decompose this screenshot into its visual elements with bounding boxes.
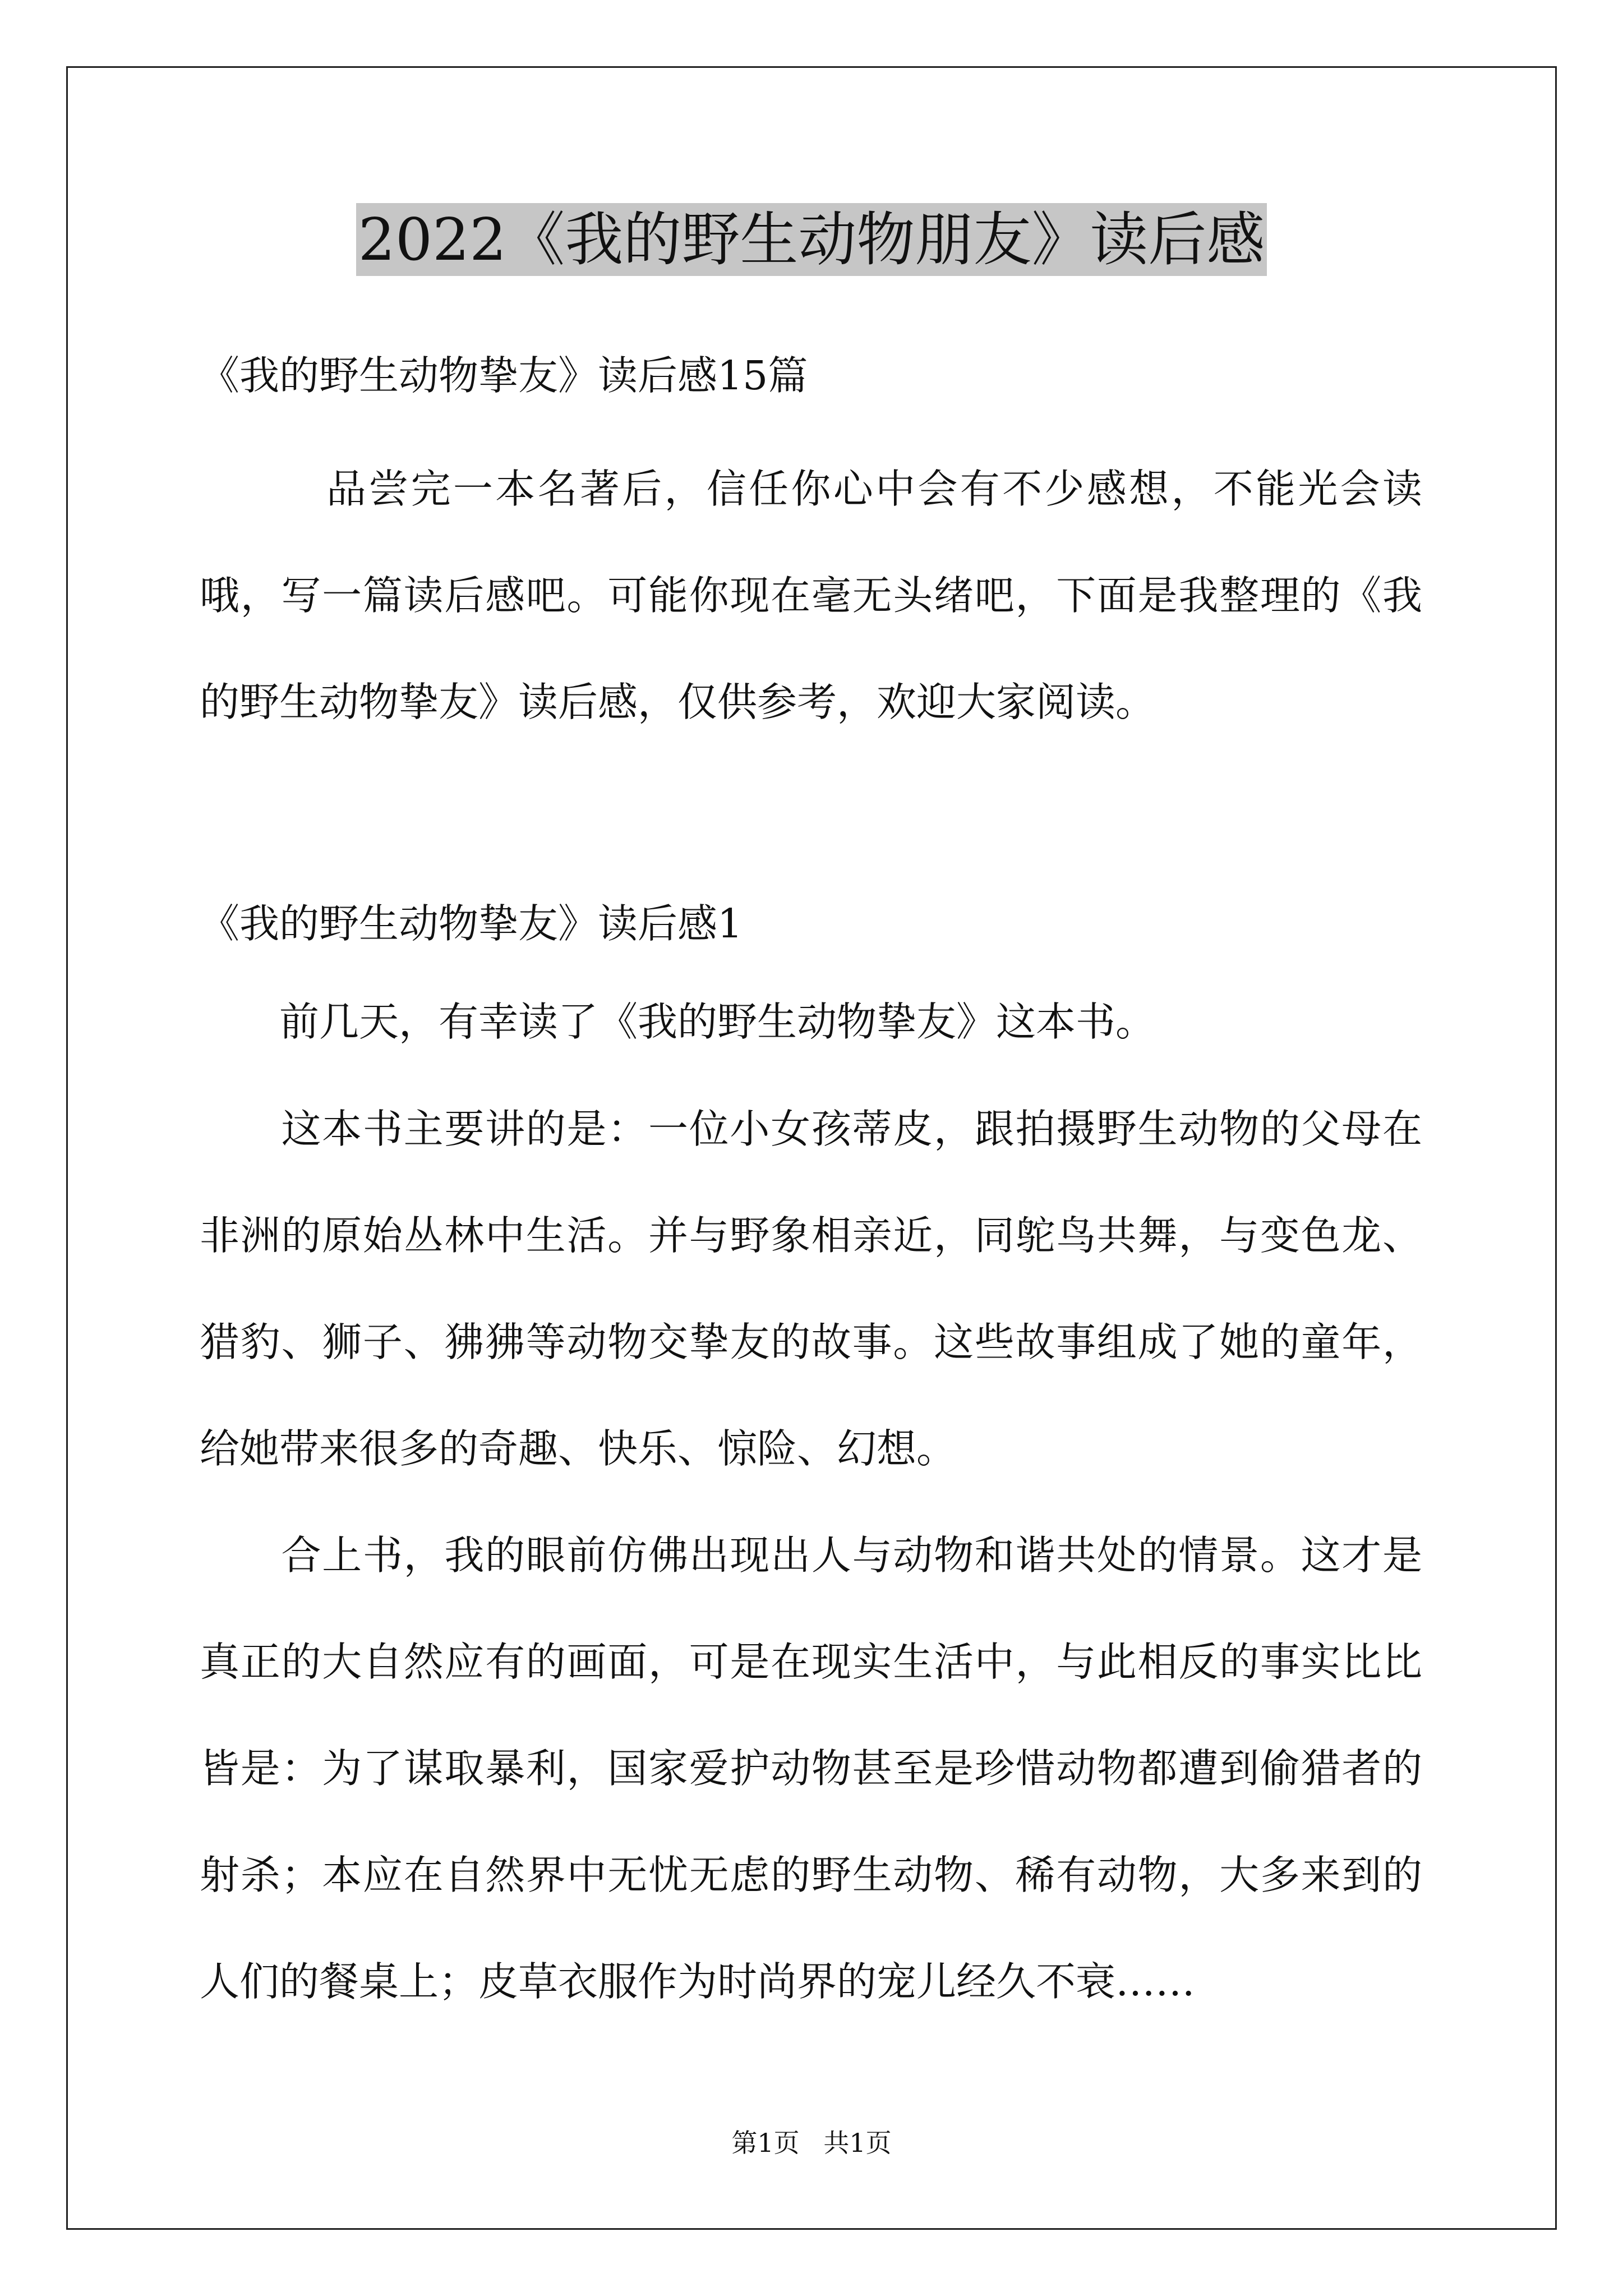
section-heading: 《我的野生动物挚友》读后感1 xyxy=(200,900,743,947)
page-footer xyxy=(0,2126,1623,2160)
page-number-current: 第1页 xyxy=(731,2128,800,2158)
document-subtitle: 《我的野生动物挚友》读后感15篇 xyxy=(200,352,808,399)
title-container xyxy=(0,203,1623,276)
page-number-total: 共1页 xyxy=(823,2128,892,2158)
intro-paragraph: 品尝完一本名著后，信任你心中会有不少感想，不能光会读哦，写一篇读后感吧。可能你现在毫无头绪吧，下面是我整理的《我的野生动物挚友》读后感，仅供参考，欢迎大家阅读。 xyxy=(200,466,1422,725)
body-paragraph-3: 合上书，我的眼前仿佛出现出人与动物和谐共处的情景。这才是真正的大自然应有的画面，可是在现实生活中，与此相反的事实比比皆是：为了谋取暴利，国家爱护动物甚至是珍惜动物都遭到偷猎者的射杀；本应在自然界中无忧无虑的野生动物、稀有动物，大多来到的人们的餐桌上；皮草衣服作为时尚界的宠儿经久不衰…… xyxy=(200,1532,1422,2005)
page-title: 2022《我的野生动物朋友》读后感 xyxy=(356,203,1267,276)
body-paragraph-2: 这本书主要讲的是：一位小女孩蒂皮，跟拍摄野生动物的父母在非洲的原始丛林中生活。并与野象相亲近，同鸵鸟共舞，与变色龙、猎豹、狮子、狒狒等动物交挚友的故事。这些故事组成了她的童年，给她带来很多的奇趣、快乐、惊险、幻想。 xyxy=(200,1106,1422,1472)
body-paragraph-1: 前几天，有幸读了《我的野生动物挚友》这本书。 xyxy=(200,999,1156,1045)
